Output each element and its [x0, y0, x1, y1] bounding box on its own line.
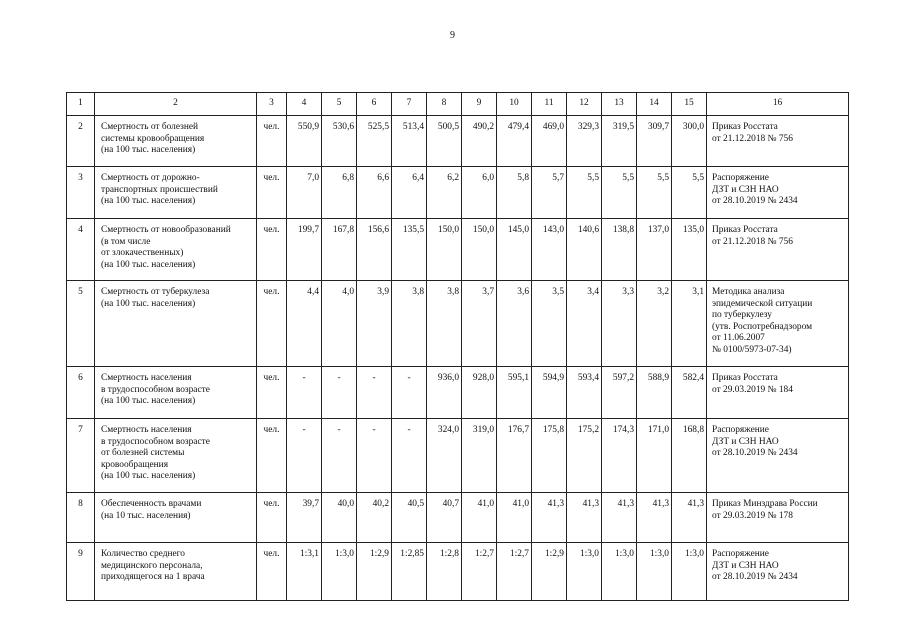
row-number: 9 — [67, 543, 95, 601]
source-document — [707, 543, 849, 601]
row-number: 5 — [67, 281, 95, 367]
indicator-name-line: транспортных происшествий — [101, 184, 218, 195]
indicator-name-line: системы кровообращения — [101, 133, 205, 144]
value-cell: 6,8 — [322, 167, 357, 219]
value-cell: 597,2 — [602, 367, 637, 419]
value-cell: - — [287, 419, 322, 493]
column-number-2: 2 — [95, 93, 257, 116]
value-cell: 1:2,8 — [427, 543, 462, 601]
value-cell: 1:3,0 — [567, 543, 602, 601]
value-cell: - — [322, 367, 357, 419]
value-cell: 150,0 — [427, 219, 462, 281]
value-cell: 1:3,0 — [637, 543, 672, 601]
value-cell: 167,8 — [322, 219, 357, 281]
indicator-name-line: (на 100 тыс. населения) — [101, 259, 196, 270]
value-cell: 150,0 — [462, 219, 497, 281]
value-cell: - — [357, 419, 392, 493]
value-cell: 40,2 — [357, 493, 392, 543]
source-line: Приказ Росстата — [712, 373, 778, 383]
indicator-name-line: приходящегося на 1 врача — [101, 572, 205, 583]
source-line: от 29.03.2019 № 184 — [712, 384, 793, 395]
source-document — [707, 116, 849, 167]
value-cell: 936,0 — [427, 367, 462, 419]
value-cell: 3,9 — [357, 281, 392, 367]
value-cell: 1:2,7 — [497, 543, 532, 601]
value-cell: 171,0 — [637, 419, 672, 493]
value-cell: 135,0 — [672, 219, 707, 281]
value-cell: - — [287, 367, 322, 419]
column-number-8: 8 — [427, 93, 462, 116]
unit: чел. — [257, 493, 287, 543]
value-cell: - — [392, 419, 427, 493]
column-number-14: 14 — [637, 93, 672, 116]
source-line: от 28.10.2019 № 2434 — [712, 572, 798, 583]
value-cell: 41,3 — [602, 493, 637, 543]
indicator-name — [95, 219, 257, 281]
value-cell: 138,8 — [602, 219, 637, 281]
value-cell: 199,7 — [287, 219, 322, 281]
table-row — [67, 167, 849, 219]
value-cell: 174,3 — [602, 419, 637, 493]
value-cell: 319,5 — [602, 116, 637, 167]
value-cell: 1:2,9 — [532, 543, 567, 601]
indicator-name-line: (на 100 тыс. населения) — [101, 396, 196, 407]
value-cell: - — [357, 367, 392, 419]
value-cell: 5,5 — [672, 167, 707, 219]
value-cell: 3,4 — [567, 281, 602, 367]
indicator-name-line: (на 100 тыс. населения) — [101, 298, 196, 309]
value-cell: 319,0 — [462, 419, 497, 493]
row-number: 7 — [67, 419, 95, 493]
value-cell: 595,1 — [497, 367, 532, 419]
source-document — [707, 493, 849, 543]
unit: чел. — [257, 419, 287, 493]
value-cell: 3,1 — [672, 281, 707, 367]
source-line: Распоряжение — [712, 173, 769, 183]
indicator-name-line: Обеспеченность врачами — [101, 499, 202, 509]
table-row — [67, 419, 849, 493]
source-line: ДЗТ и СЗН НАО — [712, 436, 779, 447]
value-cell: 6,4 — [392, 167, 427, 219]
value-cell: 41,3 — [672, 493, 707, 543]
value-cell: 588,9 — [637, 367, 672, 419]
source-line: ДЗТ и СЗН НАО — [712, 560, 779, 571]
source-line: Методика анализа — [712, 287, 785, 297]
value-cell: 479,4 — [497, 116, 532, 167]
column-number-15: 15 — [672, 93, 707, 116]
value-cell: 3,2 — [637, 281, 672, 367]
row-number: 6 — [67, 367, 95, 419]
source-document — [707, 281, 849, 367]
column-number-10: 10 — [497, 93, 532, 116]
value-cell: 5,8 — [497, 167, 532, 219]
value-cell: 469,0 — [532, 116, 567, 167]
value-cell: 525,5 — [357, 116, 392, 167]
source-line: от 21.12.2018 № 756 — [712, 133, 793, 144]
value-cell: 5,5 — [567, 167, 602, 219]
unit: чел. — [257, 167, 287, 219]
value-cell: 550,9 — [287, 116, 322, 167]
value-cell: 7,0 — [287, 167, 322, 219]
source-document — [707, 419, 849, 493]
column-number-7: 7 — [392, 93, 427, 116]
column-number-16: 16 — [707, 93, 849, 116]
value-cell: 3,7 — [462, 281, 497, 367]
indicator-name-line: Смертность от болезней — [101, 122, 199, 132]
indicator-name — [95, 493, 257, 543]
value-cell: 39,7 — [287, 493, 322, 543]
value-cell: 3,3 — [602, 281, 637, 367]
value-cell: - — [322, 419, 357, 493]
value-cell: 490,2 — [462, 116, 497, 167]
table-row — [67, 543, 849, 601]
source-line: Распоряжение — [712, 425, 769, 435]
row-number: 3 — [67, 167, 95, 219]
value-cell: 1:2,7 — [462, 543, 497, 601]
value-cell: 41,3 — [637, 493, 672, 543]
value-cell: 500,5 — [427, 116, 462, 167]
indicator-name-line: Смертность от туберкулеза — [101, 287, 210, 297]
indicator-name-line: в трудоспособном возрасте — [101, 436, 210, 447]
source-line: эпидемической ситуации — [712, 298, 813, 309]
value-cell: 329,3 — [567, 116, 602, 167]
indicator-name-line: (в том числе — [101, 236, 151, 247]
value-cell: 4,4 — [287, 281, 322, 367]
indicator-name-line: Смертность от новообразований — [101, 225, 231, 235]
indicator-name-line: (на 10 тыс. населения) — [101, 510, 191, 521]
value-cell: 309,7 — [637, 116, 672, 167]
source-document — [707, 167, 849, 219]
value-cell: 530,6 — [322, 116, 357, 167]
value-cell: 6,2 — [427, 167, 462, 219]
indicator-name-line: от болезней системы — [101, 448, 185, 459]
source-line: от 28.10.2019 № 2434 — [712, 448, 798, 459]
source-line: от 21.12.2018 № 756 — [712, 236, 793, 247]
value-cell: 3,8 — [392, 281, 427, 367]
value-cell: 3,8 — [427, 281, 462, 367]
column-number-1: 1 — [67, 93, 95, 116]
value-cell: 928,0 — [462, 367, 497, 419]
value-cell: 168,8 — [672, 419, 707, 493]
value-cell: 137,0 — [637, 219, 672, 281]
value-cell: 175,8 — [532, 419, 567, 493]
indicators-table — [66, 92, 849, 601]
column-number-3: 3 — [257, 93, 287, 116]
value-cell: 175,2 — [567, 419, 602, 493]
value-cell: 5,7 — [532, 167, 567, 219]
indicator-name-line: Смертность населения — [101, 373, 192, 383]
source-document — [707, 367, 849, 419]
indicator-name-line: (на 100 тыс. населения) — [101, 471, 196, 482]
value-cell: 1:3,1 — [287, 543, 322, 601]
row-number: 4 — [67, 219, 95, 281]
value-cell: 6,6 — [357, 167, 392, 219]
value-cell: 140,6 — [567, 219, 602, 281]
value-cell: 593,4 — [567, 367, 602, 419]
indicator-name-line: кровообращения — [101, 459, 169, 470]
source-line: Приказ Росстата — [712, 225, 778, 235]
value-cell: 1:3,0 — [672, 543, 707, 601]
unit: чел. — [257, 543, 287, 601]
value-cell: 40,5 — [392, 493, 427, 543]
source-line: (утв. Роспотребнадзором — [712, 321, 813, 332]
source-line: по туберкулезу — [712, 310, 772, 321]
row-number: 8 — [67, 493, 95, 543]
unit: чел. — [257, 281, 287, 367]
indicator-name-line: Количество среднего — [101, 549, 185, 559]
unit: чел. — [257, 116, 287, 167]
indicator-name-line: Смертность от дорожно- — [101, 173, 200, 183]
value-cell: 40,0 — [322, 493, 357, 543]
header-row — [67, 93, 849, 116]
value-cell: 1:3,0 — [322, 543, 357, 601]
indicator-name-line: Смертность населения — [101, 425, 192, 435]
indicator-name-line: в трудоспособном возрасте — [101, 384, 210, 395]
source-line: № 0100/5973-07-34) — [712, 344, 792, 355]
value-cell: 1:2,85 — [392, 543, 427, 601]
table-row — [67, 493, 849, 543]
value-cell: 324,0 — [427, 419, 462, 493]
value-cell: 176,7 — [497, 419, 532, 493]
value-cell: 594,9 — [532, 367, 567, 419]
value-cell: 4,0 — [322, 281, 357, 367]
value-cell: 41,0 — [462, 493, 497, 543]
value-cell: 145,0 — [497, 219, 532, 281]
value-cell: 5,5 — [602, 167, 637, 219]
table-row — [67, 367, 849, 419]
value-cell: 156,6 — [357, 219, 392, 281]
value-cell: - — [392, 367, 427, 419]
unit: чел. — [257, 367, 287, 419]
indicator-name — [95, 419, 257, 493]
value-cell: 3,5 — [532, 281, 567, 367]
table-row — [67, 116, 849, 167]
indicator-name-line: от злокачественных) — [101, 248, 184, 259]
indicator-name — [95, 167, 257, 219]
row-number: 2 — [67, 116, 95, 167]
table-row — [67, 281, 849, 367]
source-document — [707, 219, 849, 281]
column-number-9: 9 — [462, 93, 497, 116]
value-cell: 300,0 — [672, 116, 707, 167]
value-cell: 582,4 — [672, 367, 707, 419]
source-line: ДЗТ и СЗН НАО — [712, 184, 779, 195]
column-number-13: 13 — [602, 93, 637, 116]
value-cell: 135,5 — [392, 219, 427, 281]
value-cell: 41,3 — [567, 493, 602, 543]
indicator-name-line: (на 100 тыс. населения) — [101, 145, 196, 156]
source-line: от 28.10.2019 № 2434 — [712, 196, 798, 207]
page-number: 9 — [450, 30, 455, 41]
column-number-6: 6 — [357, 93, 392, 116]
unit: чел. — [257, 219, 287, 281]
indicator-name-line: медицинского персонала, — [101, 560, 203, 571]
value-cell: 5,5 — [637, 167, 672, 219]
indicator-name — [95, 367, 257, 419]
value-cell: 1:2,9 — [357, 543, 392, 601]
source-line: Распоряжение — [712, 549, 769, 559]
column-number-12: 12 — [567, 93, 602, 116]
value-cell: 1:3,0 — [602, 543, 637, 601]
value-cell: 41,3 — [532, 493, 567, 543]
source-line: от 29.03.2019 № 178 — [712, 510, 793, 521]
value-cell: 40,7 — [427, 493, 462, 543]
indicator-name — [95, 543, 257, 601]
source-line: от 11.06.2007 — [712, 333, 765, 344]
indicator-name-line: (на 100 тыс. населения) — [101, 196, 196, 207]
value-cell: 3,6 — [497, 281, 532, 367]
indicator-name — [95, 281, 257, 367]
value-cell: 513,4 — [392, 116, 427, 167]
column-number-5: 5 — [322, 93, 357, 116]
indicator-name — [95, 116, 257, 167]
column-number-4: 4 — [287, 93, 322, 116]
source-line: Приказ Минздрава России — [712, 499, 818, 509]
table-row — [67, 219, 849, 281]
column-number-11: 11 — [532, 93, 567, 116]
source-line: Приказ Росстата — [712, 122, 778, 132]
value-cell: 143,0 — [532, 219, 567, 281]
value-cell: 41,0 — [497, 493, 532, 543]
value-cell: 6,0 — [462, 167, 497, 219]
